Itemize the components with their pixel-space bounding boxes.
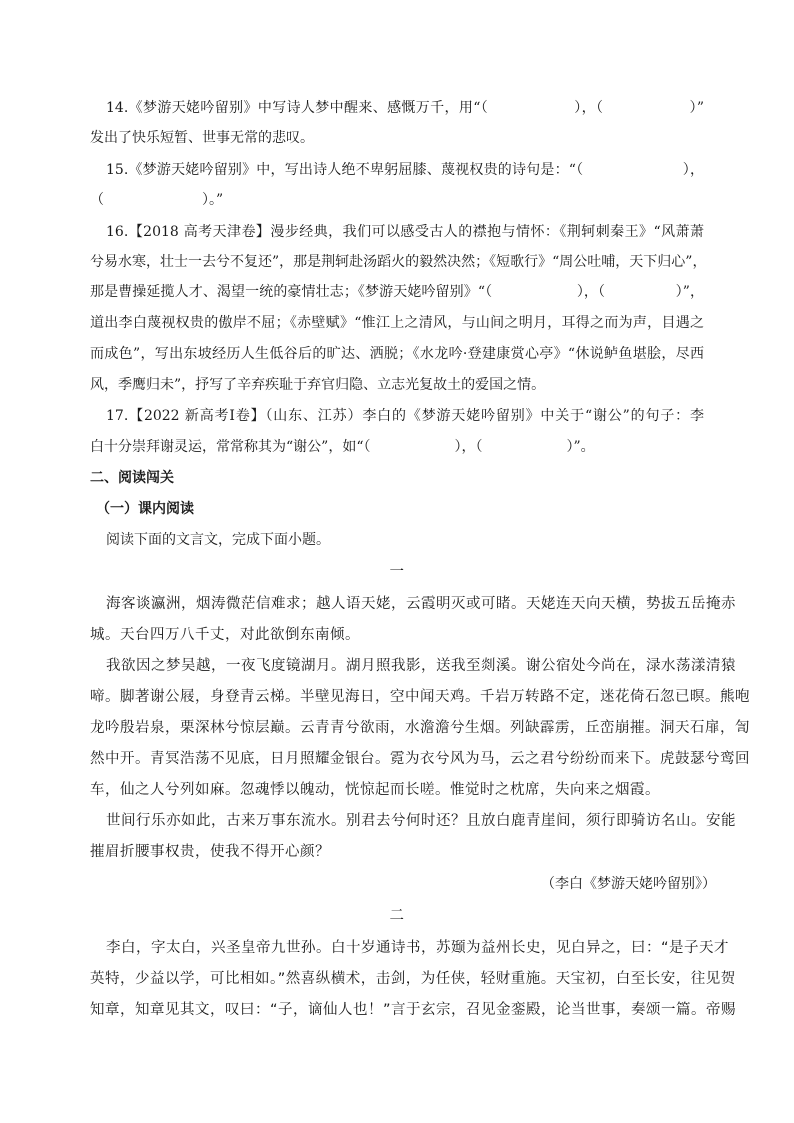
passage1-p2-line5: 车，仙之人兮列如麻。忽魂悸以魄动，恍惊起而长嗟。惟觉时之枕席，失向来之烟霞。: [90, 782, 660, 798]
q16-line2: 兮易水寒，壮士一去兮不复还”，那是荆轲赴汤蹈火的毅然决然；《短歌行》“周公吐哺，天下归心”，: [90, 254, 707, 270]
section-heading: 二、阅读闯关: [90, 470, 174, 486]
passage1-p1-line1: 海客谈瀛洲，烟涛微茫信难求；越人语天姥，云霞明灭或可睹。天姥连天向天横，势拔五岳掩赤: [106, 596, 736, 612]
passage2-p1-line3: 知章，知章见其文，叹曰：“子，谪仙人也！”言于玄宗，召见金銮殿，论当世事，奏颂一篇。帝赐: [90, 1002, 737, 1018]
passage2-marker: 二: [389, 908, 405, 924]
passage1-p3-line2: 摧眉折腰事权贵，使我不得开心颜？: [90, 844, 330, 860]
q16-line4: 道出李白蔑视权贵的傲岸不屈；《赤壁赋》“惟江上之清风，与山间之明月，耳得之而为声，目遇之: [90, 315, 704, 331]
q16-line5: 而成色”，写出东坡经历人生低谷后的旷达、洒脱；《水龙吟·登建康赏心亭》“休说鲈鱼堪脍，尽西: [90, 346, 704, 362]
passage1-p1-line2: 城。天台四万八千丈，对此欲倒东南倾。: [90, 627, 360, 643]
q15-line2: （ ）。”: [90, 192, 224, 208]
passage1-p2-line3: 龙吟殷岩泉，栗深林兮惊层巅。云青青兮欲雨，水澹澹兮生烟。列缺霹雳，丘峦崩摧。洞天石扉，訇: [90, 720, 750, 736]
reading-instruction: 阅读下面的文言文，完成下面小题。: [106, 532, 330, 548]
passage1-source: （李白《梦游天姥吟留别》）: [541, 876, 716, 892]
q16-line1: 16.【2018 高考天津卷】漫步经典，我们可以感受古人的襟抱与情怀：《荆轲刺秦王》“风萧萧: [106, 224, 704, 240]
q17-line1: 17.【2022 新高考Ⅰ卷】（山东、江苏）李白的《梦游天姥吟留别》中关于“谢公”的句子：李: [106, 408, 704, 424]
passage2-p1-line2: 英特，少益以学，可比相如。”然喜纵横术，击剑，为任侠，轻财重施。天宝初，白至长安，往见贺: [90, 971, 736, 987]
q17-line2: 白十分崇拜谢灵运，常常称其为“谢公”，如“（ ），（ ）”。: [90, 439, 595, 455]
passage1-p2-line2: 啼。脚著谢公屐，身登青云梯。半壁见海日，空中闻天鸡。千岩万转路不定，迷花倚石忽已暝。熊咆: [90, 689, 750, 705]
passage2-p1-line1: 李白，字太白，兴圣皇帝九世孙。白十岁通诗书，苏颋为益州长史，见白异之，曰：“是子天才: [106, 940, 730, 956]
q14-line2: 发出了快乐短暂、世事无常的悲叹。: [90, 130, 314, 146]
q15-line1: 15.《梦游天姥吟留别》中，写出诗人绝不卑躬屈膝、蔑视权贵的诗句是：“（ ），: [106, 162, 704, 178]
subsection-heading: （一）课内阅读: [96, 501, 194, 517]
passage1-p2-line1: 我欲因之梦吴越，一夜飞度镜湖月。湖月照我影，送我至剡溪。谢公宿处今尚在，渌水荡漾清猿: [106, 658, 736, 674]
q16-line6: 风，季鹰归未”，抒写了辛弃疾耻于弃官归隐、立志光复故土的爱国之情。: [90, 377, 546, 393]
passage1-p3-line1: 世间行乐亦如此，古来万事东流水。别君去兮何时还？且放白鹿青崖间，须行即骑访名山。安能: [106, 813, 736, 829]
q16-line3: 那是曹操延揽人才、渴望一统的豪情壮志；《梦游天姥吟留别》“（ ），（ ）”，: [90, 284, 704, 300]
passage1-marker: 一: [389, 564, 405, 580]
q14-line1: 14.《梦游天姥吟留别》中写诗人梦中醒来、感慨万千，用“（ ），（ ）”: [106, 100, 704, 116]
passage1-p2-line4: 然中开。青冥浩荡不见底，日月照耀金银台。霓为衣兮风为马，云之君兮纷纷而来下。虎鼓瑟兮鸾回: [90, 751, 750, 767]
